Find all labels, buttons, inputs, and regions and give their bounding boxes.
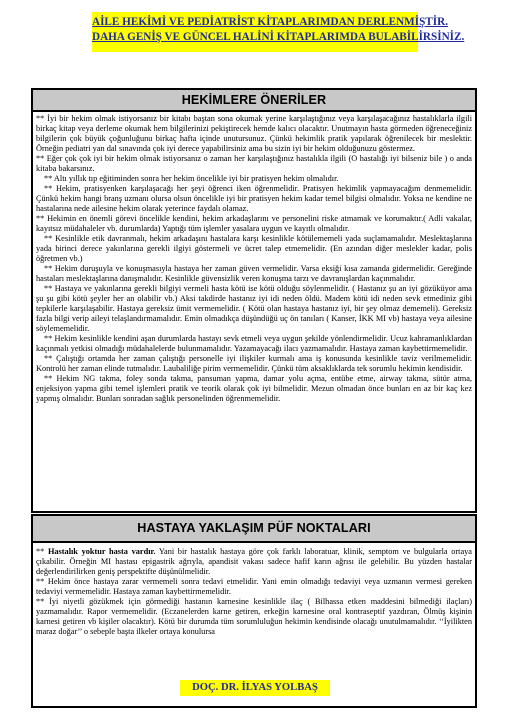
section-recommendations-title: HEKİMLERE ÖNERİLER	[33, 90, 475, 112]
paragraph: ** Eğer çok çok iyi bir hekim olmak istiyorsanız o zaman her karşılaştığınız hastalıkla ilgili (O hastalığı iyi bilseniz bile ) o anda kitaba bakarsınız.	[36, 154, 472, 173]
section-recommendations-body	[33, 112, 475, 404]
section-recommendations	[31, 88, 477, 513]
paragraph: ** Hekim kesinlikle kendini aşan durumlarda hastayı sevk etmeli veya uygun şekilde yönlendirmelidir. Ucuz kahramanlıklardan kaçınmalı yetkisi olmadığı müdahalelerde bulunmamalıdır. Yazamayacağı ilacı yazmamalıdır. Hastaya zaman kaybettirmemelidir.	[36, 334, 472, 353]
banner-line-2: DAHA GENİŞ VE GÜNCEL HALİNİ KİTAPLARIMDA BULABİLİRSİNİZ.	[92, 31, 465, 43]
banner-line-1: AİLE HEKİMİ VE PEDİATRİST KİTAPLARIMDAN DERLENMİŞTİR.	[92, 16, 448, 28]
paragraph: ** Hekim NG takma, foley sonda takma, pansuman yapma, damar yolu açma, entübe etme, airway takma, sütür atma, enjeksiyon yapma gibi temel işlemleri pratik ve teorik olarak çok iyi bilmelidir. Mezun olmadan önce bunları en az bir kaç kez yapmış olmalıdır. Bunları sonradan sağlık personelinden öğrenmemelidir.	[36, 374, 472, 403]
paragraph: ** İyi niyetli gözükmek için görmediği hastanın karnesine kesinlikle ilaç ( Bilhassa etken maddesini bilmediği ilaçları) yazmamalıdır. Rapor vermemelidir. (Eczanelerden karne getiren, erkeğin karnesine oral kontraseptif yazdıran, Ölmüş kişinin karnesi getiren vb kişiler olacaktır). Kötü bir durumda tüm sorumluluğun hekimin kendisinde olacağı unutulmamalıdır. ‘‘İyilikten maraz doğar’’ o sebeple başta ilkeler ortaya konulursa	[36, 597, 472, 636]
paragraph: ** İyi bir hekim olmak istiyorsanız bir kitabı baştan sona okumak yerine karşılaştığınız veya karşılaşacağınız hastalıklarla ilgili birkaç kitap veya derleme okumak hem bilgilerinizi pekiştirecek hemde kalıcı olacaktır. Unutmayın hasta görmeden öğreneceğiniz bilgilerin çok büyük çoğunluğunu birkaç hafta içinde unutursunuz. Çünkü hekimlik pratik yapılarak öğrenilecek bir meslektir. Örneğin pediatri yan dal sınavında çok iyi derece yapabilirsiniz ama bu sizin iyi bir hekim olduğunuzu göstermez.	[36, 114, 472, 153]
section-patient-approach-body	[33, 543, 475, 637]
section-patient-approach	[31, 514, 477, 708]
paragraph: ** Hekim duruşuyla ve konuşmasıyla hastaya her zaman güven vermelidir. Varsa eksiği kısa zamanda gidermelidir. Gereğinde hastaları meslektaşlarına danışmalıdır. Kesinlikle güvensizlik veren konuşma tarzı ve davranışlardan kaçınmalıdır.	[36, 264, 472, 283]
paragraph: ** Hekim önce hastaya zarar vermemeli sonra tedavi etmelidir. Yani emin olmadığı tedaviyi veya uzmanın vermesi gereken tedaviyi vermemelidir. Hastaya zaman kaybettirmemelidir.	[36, 577, 472, 596]
paragraph: ** Çalıştığı ortamda her zaman çalıştığı personelle iyi ilişkiler kurmalı ama iş konusunda kesinlikle taviz verilmemelidir. Kontrolü her zaman elinde tutmalıdır. Laubaliliğe pirim vermemelidir. Çünkü tüm aksaklıklarda tek sorumlu hekimin kendisidir.	[36, 354, 472, 373]
paragraph: ** Hastalık yoktur hasta vardır. Yani bir hastalık hastaya göre çok farklı laboratuar, klinik, semptom ve bulgularla ortaya çıkabilir. Örneğin MI hastası epigastrik ağrıyla, apandisit vakası sadece hafif karın ağrısı ile gelebilir. Bu yüzden hastalar değerlendirilirken geniş perspektifte düşünülmelidir.	[36, 547, 472, 576]
paragraph: ** Hekimin en önemli görevi öncelikle kendini, hekim arkadaşlarını ve personelini riske atmamak ve korumaktır.( Adli vakalar, kayıtsız müdahaleler vb. durumlarda) Yaptığı tüm işlemler yasalara uygun ve kayıtlı olmalıdır.	[36, 214, 472, 233]
section-patient-approach-title: HASTAYA YAKLAŞIM PÜF NOKTALARI	[33, 516, 475, 543]
paragraph: ** Kesinlikle etik davranmalı, hekim arkadaşını hastalara karşı kesinlikle kötülememeli yada suçlamamalıdır. Meslektaşlarına yada birinci derece yakınlarına gerekli ilgiyi göstermeli ve ücret talep etmemelidir. (En azından diğer meslekler kadar, polis öğretmen vb.)	[36, 234, 472, 263]
author-signature: DOÇ. DR. İLYAS YOLBAŞ	[180, 680, 330, 696]
paragraph: ** Hastaya ve yakınlarına gerekli bilgiyi vermeli hasta kötü ise kötü olduğu söylenmelidir. ( Hastanız şu an iyi gözüküyor ama şu şu gibi kötü şeyler her an olabilir vb.) Aksi takdirde hastanız iyi idi neden öldü. Madem kötü idi neden sevk etmediniz gibi tepkilerle karşılaşabilir. Hastaya gereksiz ümit vermemelidir. ( Kötü olan hastaya hastanız iyi, bir şey olmaz dememeli). Gereksiz fazla bilgi verip aileyi telaşlandırmamalıdır. Emin olmadıkça düşündüğü uç ön tanıları ( Kanser, İKK MI vb) hastaya veya ailesine söylememelidir.	[36, 284, 472, 333]
paragraph: ** Hekim, pratisyenken karşılaşacağı her şeyi öğrenci iken öğrenmelidir. Pratisyen hekimlik yapmayacağım denmemelidir. Çünkü hekim hangi branş uzmanı olursa olsun öncelikle iyi bir pratisyen hekim kadar temel bilgisi olmalıdır. Yoksa ne kendine ne hastalarına nede ailesine hekim olarak yeterince faydalı olamaz.	[36, 184, 472, 213]
paragraph-text: Yani bir hastalık hastaya göre çok farklı laboratuar, klinik, semptom ve bulgularla ortaya çıkabilir. Örneğin MI hastası epigastrik ağrıyla, apandisit vakası sadece hafif karın ağrısı ile gelebilir. Bu yüzden hastalar değerlendirilirken geniş perspektifte düşünülmelidir.	[36, 547, 472, 576]
lead-bold-text: Hastalık yoktur hasta vardır.	[47, 547, 156, 556]
header-banner	[92, 12, 465, 52]
paragraph: ** Altı yıllık tıp eğitiminden sonra her hekim öncelikle iyi bir pratisyen hekim olmalıdır.	[44, 174, 339, 183]
